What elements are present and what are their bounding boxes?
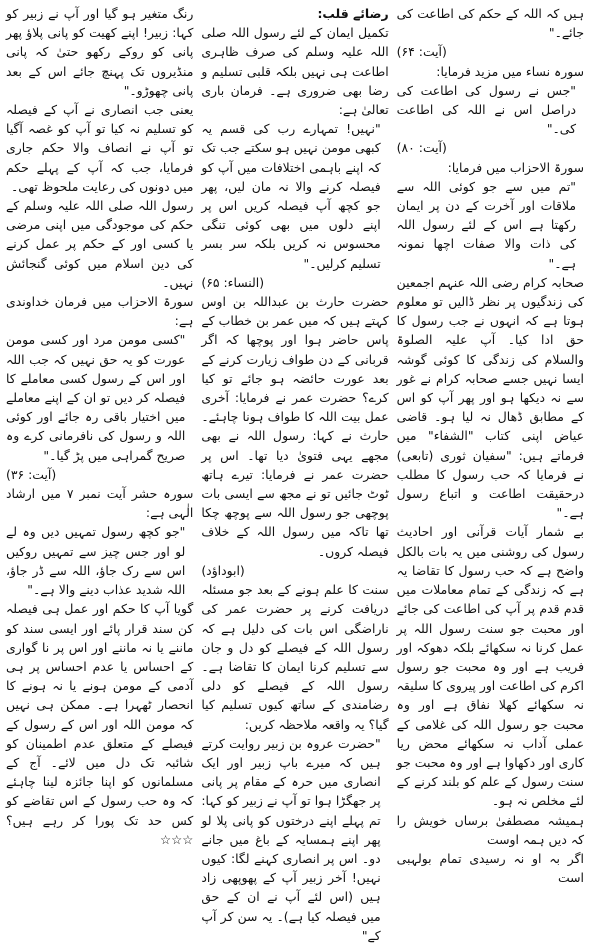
column-right bbox=[396, 4, 584, 886]
verse-line: اگر بہ او نہ رسیدی تمام بولہبی است bbox=[396, 850, 584, 886]
column-middle bbox=[201, 4, 389, 943]
paragraph: گویا آپ کا حکم اور عمل ہی فیصلہ کن سند قرار پائے اور ایسی سند کو ماننے یا نہ ماننے اور اس پر نا گواری کے احساس یا عدم احساس پر ہی آدمی کے مومن ہونے یا نہ ہونے کا انحصار ٹھہرا ہے۔ ممکن ہی نہیں کہ مومن اللہ اور اس کے رسول کے فیصلے کے متعلق عدم اطمینان کو شائبہ تک دل میں لائے۔ آج کے مسلمانوں کو اپنا جائزہ لینا چاہئے کہ وہ حب رسول کے اس تقاضے کو کس حد تک پورا کر رہے ہیں؟ ☆☆☆ bbox=[6, 601, 194, 847]
paragraph: بے شمار آیات قرآنی اور احادیث رسول کی روشنی میں یہ بات بالکل واضح ہے کہ حب رسول کا تقاضا یہ ہے کہ زندگی کے تمام معاملات میں قدم قدم پر آپ کی اطاعت کی جائے اور محبت جو سنت رسول اللہ پر عمل کرنا نہ سکھائے بلکہ دھوکہ اور فریب ہے اور وہ محبت جو رسول اکرم کی اطاعت اور پیروی کا سلیقہ نہ سکھائے کھلا نفاق ہے اور وہ محبت جو رسول اللہ کی غلامی کے عملی آداب نہ سکھائے محض ریا کاری اور دکھاوا ہے اور وہ محبت جو سنت رسول کے علم کو بلند کرنے کے لئے مخلص نہ ہو۔ bbox=[396, 524, 584, 809]
citation: (ابوداؤد) bbox=[201, 562, 245, 578]
quotation: "نہیں! تمہارے رب کی قسم یہ کبھی مومن نہیں ہو سکتے جب تک کہ اپنے باہمی اختلافات میں آپ کو فیصلہ کرنے والا نہ مان لیں، پھر جو کچھ آپ فیصلہ کریں اس پر اپنے دلوں میں بھی کوئی تنگی محسوس نہ کریں بلکہ سر بسر تسلیم کرلیں۔" bbox=[201, 121, 381, 271]
paragraph: یعنی جب انصاری نے آپ کے فیصلہ کو تسلیم نہ کیا تو آپ کو غصہ آگیا تو آپ نے انصاف والا حکم جاری فرمایا، جب کہ آپ کے پہلے حکم میں دونوں کی رعایت ملحوظ تھی۔ bbox=[6, 102, 194, 194]
paragraph: رسول اللہ صلی اللہ علیہ وسلم کے حکم کی موجودگی میں اپنی مرضی یا کسی اور کے حکم پر عمل کرنے کی دین اسلام میں کوئی گنجائش نہیں۔ bbox=[6, 198, 194, 290]
quotation: "حضرت عروہ بن زبیر روایت کرتے ہیں کہ میرے باپ زبیر اور ایک انصاری میں حرہ کے مقام پر پانی پر جھگڑا ہوا تو آپ نے زبیر کو کہا: تم پہلے اپنے درختوں کو پانی پلا لو پھر اپنے ہمسایہ کے باغ میں جانے دو۔ اس پر انصاری کہنے لگا: کیوں نہیں! آخر زبیر آپ کے پھوپھی زاد ہیں (اس لئے آپ نے ان کے حق میں فیصلہ کیا ہے)۔ یہ سن کر آپ کے" bbox=[201, 735, 381, 943]
citation: (النساء: ۶۵) bbox=[201, 274, 265, 290]
paragraph: سورہ حشر آیت نمبر ۷ میں ارشاد الٰہی ہے: bbox=[6, 486, 194, 521]
paragraph: تکمیل ایمان کے لئے رسول اللہ صلی اللہ علیہ وسلم کی صرف ظاہری اطاعت ہی نہیں بلکہ قلبی تسلیم و رضا بھی ضروری ہے۔ فرمان باری تعالیٰ ہے: bbox=[201, 25, 389, 118]
citation: (آیت: ۶۴) bbox=[396, 44, 447, 60]
paragraph: سنت کا علم ہونے کے بعد جو مسئلہ دریافت کرنے پر حضرت عمر کی ناراضگی اس بات کی دلیل ہے کہ رسول اللہ کے فیصلے کو دل و جان سے تسلیم کرنا ایمان کا تقاضا ہے۔ رسول اللہ کے فیصلے کو دلی رضامندی کے ساتھ کیوں تسلیم کیا گیا؟ یہ واقعہ ملاحظہ کریں: bbox=[201, 582, 389, 732]
column-left bbox=[6, 4, 194, 847]
paragraph: صحابہ کرام رضی اللہ عنہم اجمعین کی زندگیوں پر نظر ڈالیں تو معلوم ہوتا ہے کہ انہوں نے جب رسول کا حق ادا کیا۔ آپ علیہ الصلوۃ والسلام کی زندگی کا کوئی گوشہ ایسا نہیں جسے صحابہ کرام نے غور سے نہ دیکھا ہو اور پھر آپ کو اس کے مطابق ڈھال نہ لیا ہو۔ قاضی عیاض اپنی کتاب "الشفاء" میں فرماتے ہیں: "سفیان ثوری (تابعی) نے فرمایا کہ حب رسول کا مطلب درحقیقت اطاعت و اتباع رسول ہے۔" bbox=[396, 274, 584, 521]
citation: (آیت: ۳۶) bbox=[6, 466, 57, 482]
quotation: "جو کچھ رسول تمہیں دیں وہ لے لو اور جس چیز سے تمہیں روکیں اس سے رک جاؤ، اللہ سے ڈر جاؤ، اللہ شدید عذاب دینے والا ہے۔" bbox=[6, 524, 186, 598]
paragraph: سورۃ الاحزاب میں فرمان خداوندی ہے: bbox=[6, 294, 194, 329]
paragraph: سورہ نساء میں مزید فرمایا: bbox=[436, 63, 584, 79]
paragraph: ہیں کہ اللہ کے حکم کی اطاعت کی جائے۔" bbox=[396, 6, 584, 41]
quotation: "کسی مومن مرد اور کسی مومن عورت کو یہ حق نہیں کہ جب اللہ اور اس کے رسول کسی معاملے کا فیصلہ کر دیں تو ان کے اپنے معاملے میں اختیار باقی رہ جائے اور کوئی اللہ و رسول کی نافرمانی کرے وہ صریح گمراہی میں پڑ گیا۔" bbox=[6, 332, 186, 463]
paragraph: حضرت حارث بن عبداللہ بن اوس کہتے ہیں کہ میں عمر بن خطاب کے پاس حاضر ہوا اور پوچھا کہ اگر قربانی کے دن طواف زیارت کرنے کے بعد عورت حائضہ ہو جائے تو کیا کرے؟ حضرت عمر نے فرمایا: آخری عمل بیت اللہ کا طواف ہونا چاہئے۔ حارث نے کہا: رسول اللہ نے بھی مجھے یہی فتویٰ دیا تھا۔ اس پر حضرت عمر نے فرمایا: تیرے ہاتھ ٹوٹ جائیں تو نے مجھ سے ایسی بات پوچھی جو رسول اللہ سے پوچھ چکا تھا تاکہ میں رسول اللہ کے خلاف فیصلہ کروں۔ bbox=[201, 294, 389, 559]
citation: (آیت: ۸۰) bbox=[396, 140, 447, 156]
quotation: "جس نے رسول کی اطاعت کی دراصل اس نے اللہ کی اطاعت کی۔" bbox=[396, 82, 576, 137]
quotation: "تم میں سے جو کوئی اللہ سے ملاقات اور آخرت کے دن پر ایمان رکھتا ہے اس کے لئے رسول اللہ کی ذات والا صفات اچھا نمونہ ہے۔" bbox=[396, 178, 576, 271]
paragraph: رنگ متغیر ہو گیا اور آپ نے زبیر کو کہا: زبیر! اپنے کھیت کو پانی پلاؤ پھر پانی کو روکے رکھو حتیٰ کہ پانی منڈیروں تک پہنچ جائے اس کے بعد پانی چھوڑو۔" bbox=[6, 6, 194, 98]
verse-line: ہمیشہ مصطفیٰ برساں خویش را کہ دیں ہمہ اوست bbox=[396, 812, 584, 847]
paragraph: سورۃ الاحزاب میں فرمایا: bbox=[447, 159, 584, 175]
section-heading: رضائے قلب: bbox=[317, 6, 389, 21]
